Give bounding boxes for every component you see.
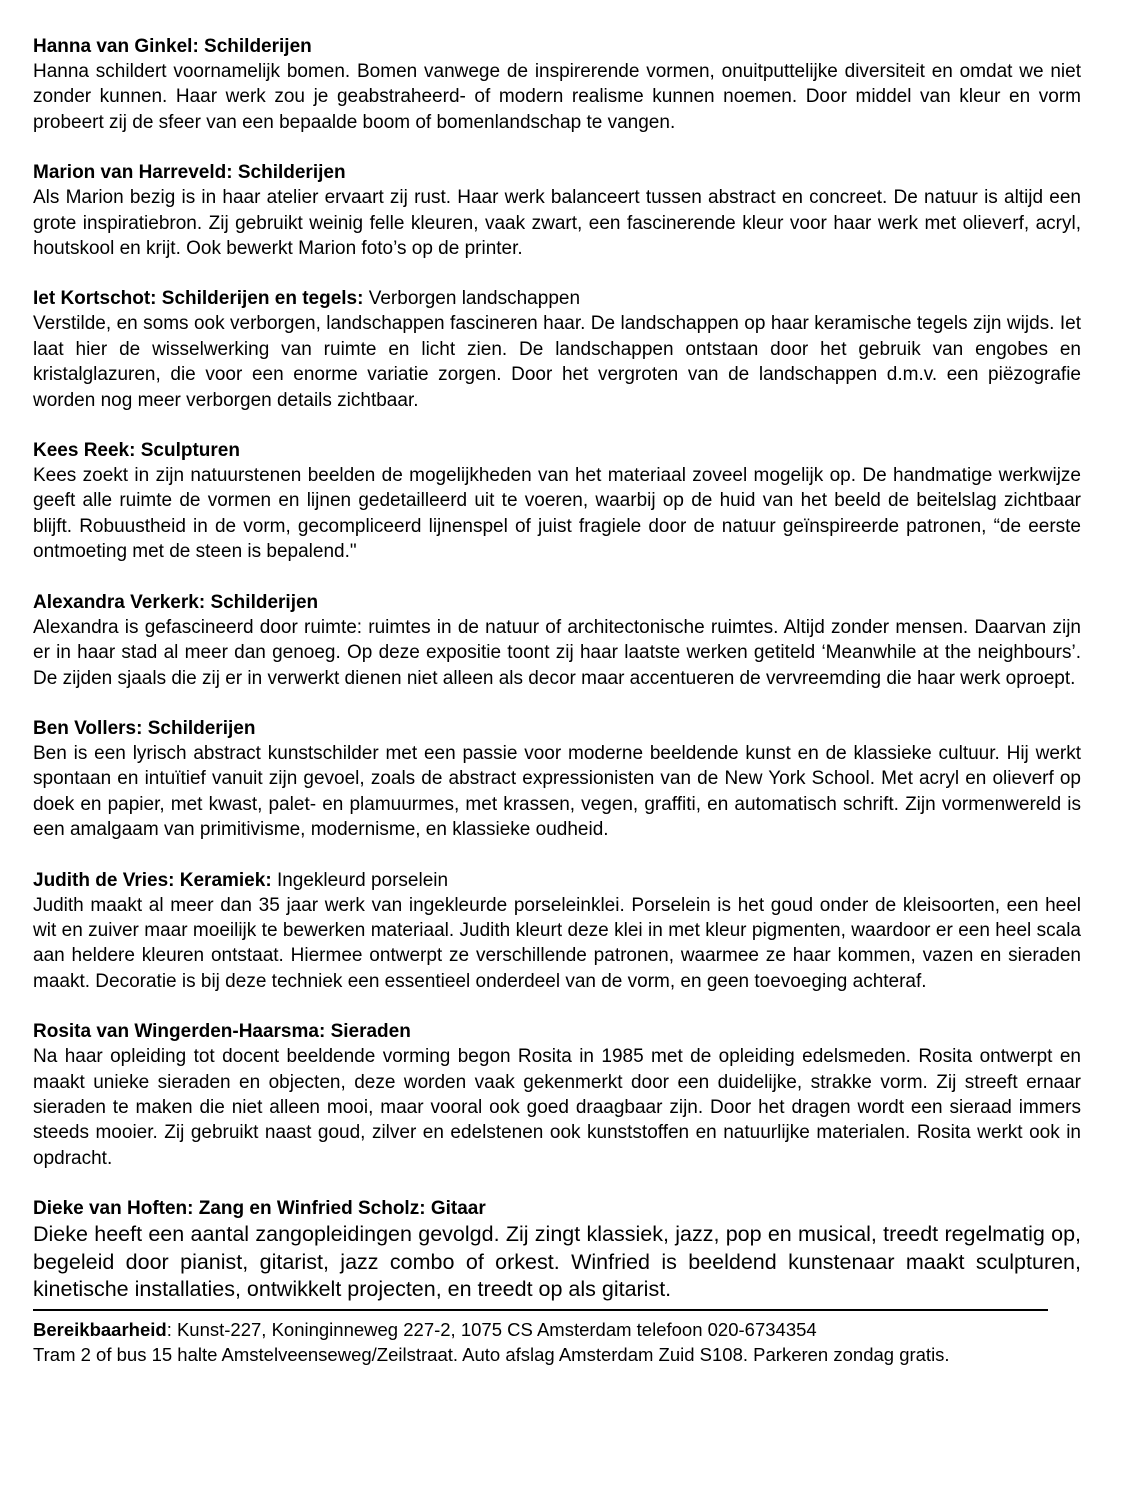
footer-divider xyxy=(33,1309,1048,1311)
artist-name: Dieke van Hoften: Zang en Winfried Scholz: Gitaar xyxy=(33,1198,486,1220)
artist-entry-hanna xyxy=(33,34,1081,135)
artist-heading xyxy=(33,286,1081,311)
artist-description: Na haar opleiding tot docent beeldende vorming begon Rosita in 1985 met de opleiding edelsmeden. Rosita ontwerpt en maakt unieke sieraden en objecten, deze worden vaak gekenmerkt door een duidelijke, strakke vorm. Zij streeft ernaar sieraden te maken die niet alleen mooi, maar vooral ook goed draagbaar zijn. Door het dragen wordt een sieraad immers steeds mooier. Zij gebruikt naast goud, zilver en edelstenen ook kunststoffen en natuurlijke materialen. Rosita werkt ook in opdracht. xyxy=(33,1046,1081,1169)
artist-heading xyxy=(33,716,1081,741)
artist-name: Iet Kortschot: Schilderijen en tegels: xyxy=(33,288,364,310)
artist-name: Ben Vollers: Schilderijen xyxy=(33,717,256,739)
footer-label: Bereikbaarheid xyxy=(33,1318,167,1340)
artist-entry-rosita xyxy=(33,1019,1081,1171)
artist-heading xyxy=(33,438,1081,463)
artist-heading xyxy=(33,1196,1081,1221)
artist-entry-ben xyxy=(33,716,1081,843)
artist-name: Hanna van Ginkel: Schilderijen xyxy=(33,36,312,57)
document-page xyxy=(33,34,1081,1367)
artist-subtitle: Ingekleurd porselein xyxy=(276,869,449,891)
footer-address: : Kunst-227, Koninginneweg 227-2, 1075 CS Amsterdam telefoon 020-6734354 xyxy=(166,1318,817,1340)
artist-name: Alexandra Verkerk: Schilderijen xyxy=(33,591,319,613)
artist-description: Verstilde, en soms ook verborgen, landschappen fascineren haar. De landschappen op haar keramische tegels zijn wijds. Iet laat hier de wisselwerking van ruimte en licht zien. De landschappen ontstaan door het gebruik van engobes en kristalglazuren, die voor een enorme variatie zorgen. Door het vergroten van de landschappen d.m.v. een piëzografie worden nog meer verborgen details zichtbaar. xyxy=(33,313,1081,411)
artist-entry-judith xyxy=(33,868,1081,995)
footer-address-line xyxy=(33,1317,1081,1342)
artist-description: Judith maakt al meer dan 35 jaar werk van ingekleurde porseleinklei. Porselein is het goud onder de kleisoorten, een heel wit en zuiver maar moeilijk te bewerken materiaal. Judith kleurt deze klei in met kleur pigmenten, waardoor er een heel scala aan heldere kleuren ontstaat. Hiermee ontwerpt ze verschillende patronen, waarmee ze haar kommen, vazen en sieraden maakt. Decoratie is bij deze techniek een essentieel onderdeel van de vorm, en geen toevoeging achteraf. xyxy=(33,894,1081,992)
footer-directions: Tram 2 of bus 15 halte Amstelveenseweg/Zeilstraat. Auto afslag Amsterdam Zuid S108. Parkeren zondag gratis. xyxy=(33,1343,950,1365)
artist-subtitle: Verborgen landschappen xyxy=(368,288,581,310)
artist-entry-kees xyxy=(33,438,1081,565)
artist-entry-alexandra xyxy=(33,590,1081,691)
footer xyxy=(33,1317,1081,1367)
artist-description: Dieke heeft een aantal zangopleidingen gevolgd. Zij zingt klassiek, jazz, pop en musical, treedt regelmatig op, begeleid door pianist, gitarist, jazz combo of orkest. Winfried is beeldend kunstenaar maakt sculpturen, kinetische installaties, ontwikkelt projecten, en treedt op als gitarist. xyxy=(33,1222,1081,1302)
artist-heading xyxy=(33,1019,1081,1044)
artist-entry-dieke-winfried xyxy=(33,1196,1081,1304)
artist-description: Ben is een lyrisch abstract kunstschilder met een passie voor moderne beeldende kunst en de klassieke cultuur. Hij werkt spontaan en intuïtief vanuit zijn gevoel, zoals de abstract expressionisten van de New York School. Met acryl en olieverf op doek en papier, met kwast, palet- en plamuurmes, met krassen, vegen, graffiti, en automatisch schrift. Zijn vormenwereld is een amalgaam van primitivisme, modernisme, en klassieke oudheid. xyxy=(33,742,1081,841)
artist-heading xyxy=(33,868,1081,893)
artist-name: Marion van Harreveld: Schilderijen xyxy=(33,162,346,184)
artist-name: Kees Reek: Sculpturen xyxy=(33,440,240,462)
artist-description: Kees zoekt in zijn natuurstenen beelden de mogelijkheden van het materiaal zoveel mogelijk op. De handmatige werkwijze geeft alle ruimte de vormen en lijnen gedetailleerd uit te voeren, waarbij op de huid van het beeld de beitelslag zichtbaar blijft. Robuustheid in de vorm, gecompliceerd lijnenspel of juist fragiele door de natuur geïnspireerde patronen, “de eerste ontmoeting met de steen is bepalend." xyxy=(33,465,1081,563)
artist-heading xyxy=(33,160,1081,185)
artist-entry-marion xyxy=(33,160,1081,261)
artist-description: Alexandra is gefascineerd door ruimte: ruimtes in de natuur of architectonische ruimtes. Altijd zonder mensen. Daarvan zijn er in haar stad al meer dan genoeg. Op deze expositie toont zij haar laatste werken getiteld ‘Meanwhile at the neighbours’. De zijden sjaals die zij er in verwerkt dienen niet alleen als decor maar accentueren de vervreemding die haar werk oproept. xyxy=(33,616,1081,689)
artist-name: Rosita van Wingerden-Haarsma: Sieraden xyxy=(33,1021,411,1043)
artist-entry-iet xyxy=(33,286,1081,413)
artist-heading xyxy=(33,590,1081,615)
artist-description: Als Marion bezig is in haar atelier ervaart zij rust. Haar werk balanceert tussen abstract en concreet. De natuur is altijd een grote inspiratiebron. Zij gebruikt weinig felle kleuren, vaak zwart, een fascinerende kleur voor haar werk met olieverf, acryl, houtskool en krijt. Ook bewerkt Marion foto’s op de printer. xyxy=(33,187,1081,260)
artist-heading xyxy=(33,34,1081,59)
artist-name: Judith de Vries: Keramiek: xyxy=(33,869,272,891)
artist-description: Hanna schildert voornamelijk bomen. Bomen vanwege de inspirerende vormen, onuitputtelijke diversiteit en omdat we niet zonder kunnen. Haar werk zou je geabstraheerd- of modern realisme kunnen noemen. Door middel van kleur en vorm probeert zij de sfeer van een bepaalde boom of bomenlandschap te vangen. xyxy=(33,61,1081,133)
